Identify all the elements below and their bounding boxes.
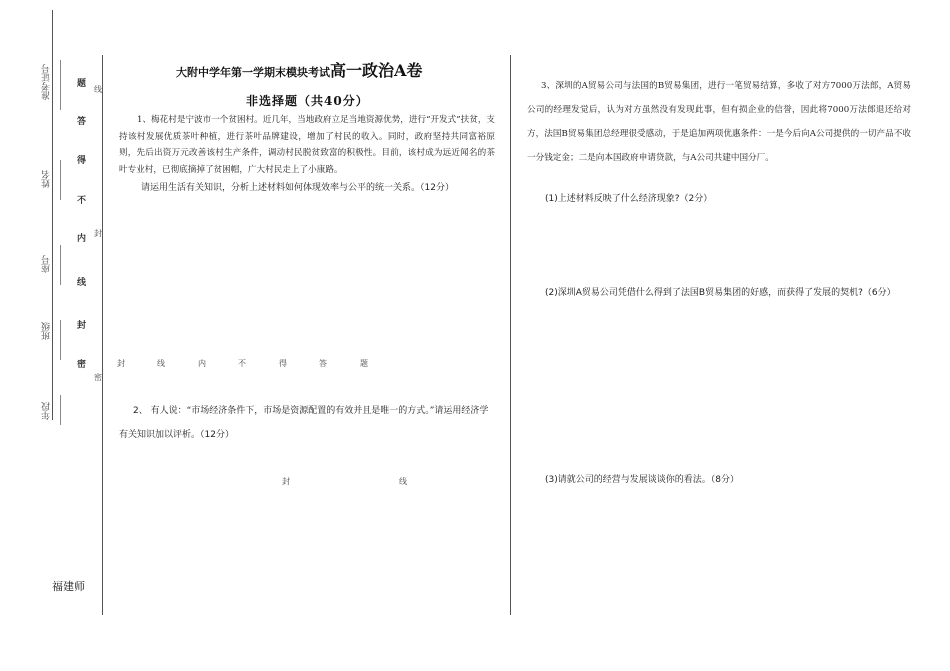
exam-title xyxy=(176,58,422,81)
seal-char: 内 xyxy=(77,234,87,244)
row-char: 封 xyxy=(117,359,125,368)
field-label-seat: 座号 xyxy=(42,255,52,273)
row-char: 答 xyxy=(319,359,327,368)
field-label-exam-id: 准考证号 xyxy=(42,64,52,100)
exam-title-prefix: 大附中学年第一学期末模块考试 xyxy=(176,66,330,79)
footer-text: 福建师 xyxy=(52,580,85,593)
field-label-grade: 年段 xyxy=(42,402,52,420)
field-label-class: 班级 xyxy=(42,322,52,340)
seal-char: 答 xyxy=(77,117,87,127)
seal-char: 题 xyxy=(77,79,87,89)
seal-char: 不 xyxy=(77,196,87,206)
mid-row-char: 线 xyxy=(399,477,407,486)
margin-right-line xyxy=(102,55,103,615)
row-char: 不 xyxy=(238,359,246,368)
question-3-sub-1: (1)上述材料反映了什么经济现象?（2分） xyxy=(545,194,713,204)
field-underline-4 xyxy=(60,320,61,360)
seal-char: 密 xyxy=(77,360,87,370)
row-char: 得 xyxy=(279,359,287,368)
field-underline-5 xyxy=(60,395,61,425)
field-underline-3 xyxy=(60,245,61,285)
field-label-name: 姓名 xyxy=(42,170,52,188)
question-3-text: 3、深圳的A贸易公司与法国的B贸易集团，进行一笔贸易结算，多收了对方7000万法郎，A贸易公司的经理发觉后，认为对方虽然没有发现此事，但有损企业的信誉，因此将7000万法郎退还给对方，法国B贸易集团总经理很受感动，于是追加两项优惠条件：一是今后向A公司提供的一切产品不收一分钱定金；二是向本国政府申请贷款，与A公司共建中国分厂。 xyxy=(527,81,911,163)
side-char: 密 xyxy=(94,373,102,382)
question-2-text: 2、 有人说：“市场经济条件下，市场是资源配置的有效并且是唯一的方式。”请运用经济学有关知识加以评析。（12分） xyxy=(119,406,489,440)
exam-title-main: 高一政治A卷 xyxy=(330,61,423,80)
question-1-ask: 请运用生活有关知识，分析上述材料如何体现效率与公平的统一关系。（12分） xyxy=(141,183,454,193)
field-underline-1 xyxy=(60,60,61,110)
question-3-sub-3: (3)请就公司的经营与发展谈谈你的看法。（8分） xyxy=(545,475,739,485)
column-divider xyxy=(510,55,511,615)
question-3-sub-2: (2)深圳A贸易公司凭借什么得到了法国B贸易集团的好感，而获得了发展的契机?（6分） xyxy=(545,288,896,298)
section-title: 非选择题（共40分） xyxy=(246,94,369,108)
mid-row-char: 封 xyxy=(282,477,290,486)
seal-char: 线 xyxy=(77,278,87,288)
side-char: 线 xyxy=(94,85,102,94)
row-char: 线 xyxy=(157,359,165,368)
side-char: 封 xyxy=(94,229,102,238)
row-char: 内 xyxy=(198,359,206,368)
field-underline-2 xyxy=(60,160,61,200)
question-1-text: 1、梅花村是宁波市一个贫困村。近几年，当地政府立足当地资源优势，进行“开发式”扶贫，支持该村发展优质茶叶种植，进行茶叶品牌建设，增加了村民的收入。同时，政府坚持共同富裕原则，先后出资万元改善该村生产条件，调动村民脱贫致富的积极性。目前，该村成为远近闻名的茶叶专业村，已彻底摘掉了贫困帽，广大村民走上了小康路。 xyxy=(119,115,496,175)
row-char: 题 xyxy=(360,359,368,368)
seal-char: 得 xyxy=(77,156,87,166)
seal-char: 封 xyxy=(77,321,87,331)
